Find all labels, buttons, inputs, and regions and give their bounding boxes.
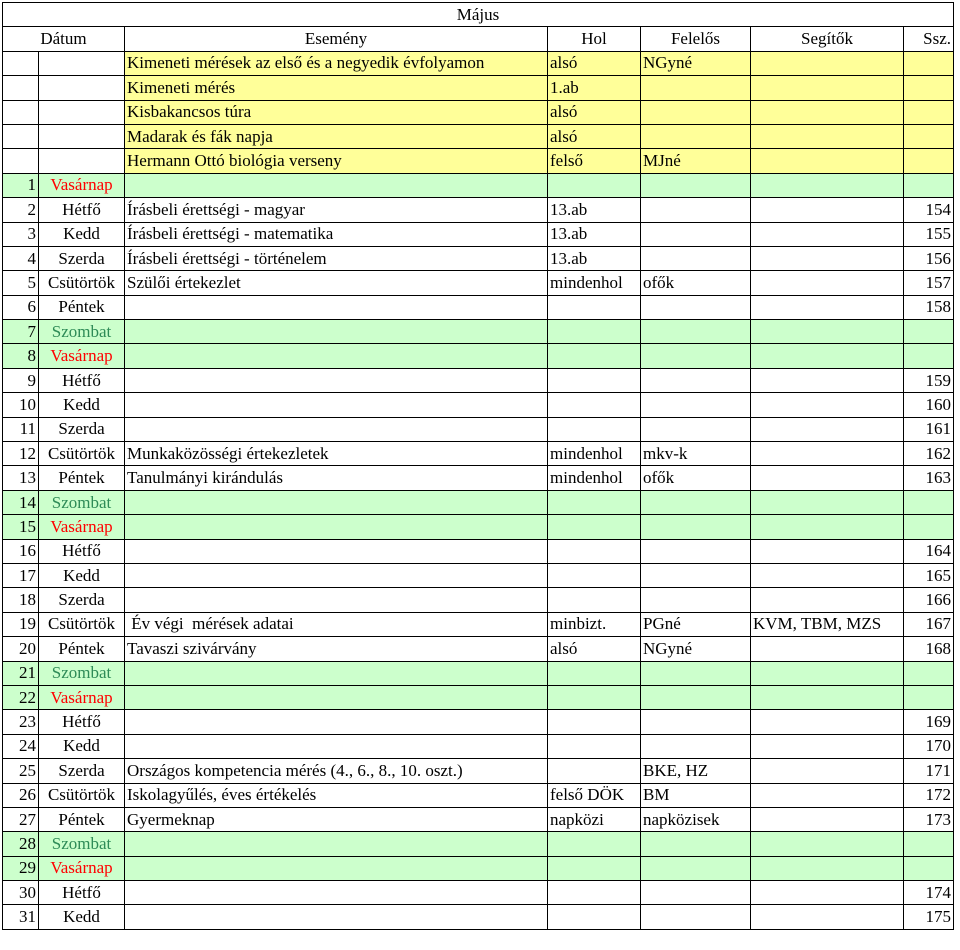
serial-cell: 172 <box>904 783 954 807</box>
helpers-cell <box>751 442 904 466</box>
location-cell: 13.ab <box>548 198 641 222</box>
serial-cell: 168 <box>904 637 954 661</box>
responsible-cell: ofők <box>641 271 751 295</box>
helpers-cell <box>751 807 904 831</box>
day-number-cell: 3 <box>3 222 39 246</box>
day-name-cell: Hétfő <box>39 881 125 905</box>
day-row <box>3 759 954 783</box>
responsible-cell: NGyné <box>641 51 751 75</box>
helpers-cell <box>751 76 904 100</box>
day-name-cell <box>39 149 125 173</box>
location-cell <box>548 856 641 880</box>
event-cell <box>125 734 548 758</box>
responsible-cell: MJné <box>641 149 751 173</box>
day-row <box>3 173 954 197</box>
day-name-cell: Kedd <box>39 734 125 758</box>
day-row <box>3 832 954 856</box>
serial-cell <box>904 76 954 100</box>
day-number-cell: 2 <box>3 198 39 222</box>
day-number-cell: 23 <box>3 710 39 734</box>
serial-cell: 163 <box>904 466 954 490</box>
event-cell: Tanulmányi kirándulás <box>125 466 548 490</box>
responsible-cell <box>641 246 751 270</box>
day-number-cell: 25 <box>3 759 39 783</box>
day-row <box>3 881 954 905</box>
day-name-cell: Kedd <box>39 563 125 587</box>
day-number-cell <box>3 124 39 148</box>
serial-cell <box>904 149 954 173</box>
location-cell <box>548 490 641 514</box>
event-cell <box>125 490 548 514</box>
serial-cell: 174 <box>904 881 954 905</box>
day-number-cell: 21 <box>3 661 39 685</box>
day-number-cell <box>3 149 39 173</box>
location-cell: mindenhol <box>548 442 641 466</box>
responsible-cell <box>641 393 751 417</box>
day-name-cell: Szombat <box>39 832 125 856</box>
month-title: Május <box>3 3 954 27</box>
day-name-cell: Csütörtök <box>39 612 125 636</box>
header-segitok: Segítők <box>751 27 904 51</box>
day-row <box>3 783 954 807</box>
location-cell <box>548 563 641 587</box>
helpers-cell <box>751 51 904 75</box>
day-name-cell: Csütörtök <box>39 442 125 466</box>
location-cell <box>548 734 641 758</box>
day-name-cell: Szombat <box>39 320 125 344</box>
serial-cell: 173 <box>904 807 954 831</box>
responsible-cell <box>641 881 751 905</box>
serial-cell <box>904 832 954 856</box>
responsible-cell: BM <box>641 783 751 807</box>
day-name-cell: Hétfő <box>39 198 125 222</box>
day-number-cell: 17 <box>3 563 39 587</box>
day-number-cell: 12 <box>3 442 39 466</box>
day-row <box>3 295 954 319</box>
helpers-cell <box>751 490 904 514</box>
location-cell: napközi <box>548 807 641 831</box>
responsible-cell <box>641 173 751 197</box>
day-number-cell: 30 <box>3 881 39 905</box>
day-row <box>3 856 954 880</box>
helpers-cell <box>751 515 904 539</box>
serial-cell <box>904 490 954 514</box>
day-number-cell: 13 <box>3 466 39 490</box>
location-cell <box>548 295 641 319</box>
event-cell: Írásbeli érettségi - történelem <box>125 246 548 270</box>
responsible-cell <box>641 563 751 587</box>
responsible-cell <box>641 344 751 368</box>
event-cell: Gyermeknap <box>125 807 548 831</box>
responsible-cell: NGyné <box>641 637 751 661</box>
day-name-cell: Vasárnap <box>39 173 125 197</box>
day-row <box>3 442 954 466</box>
may-schedule-table <box>2 2 954 930</box>
day-name-cell: Csütörtök <box>39 271 125 295</box>
event-cell: Hermann Ottó biológia verseny <box>125 149 548 173</box>
day-row <box>3 222 954 246</box>
location-cell <box>548 393 641 417</box>
event-cell: Szülői értekezlet <box>125 271 548 295</box>
event-cell: Írásbeli érettségi - matematika <box>125 222 548 246</box>
event-cell <box>125 563 548 587</box>
day-row <box>3 807 954 831</box>
location-cell <box>548 759 641 783</box>
serial-cell: 155 <box>904 222 954 246</box>
header-esemeny: Esemény <box>125 27 548 51</box>
day-number-cell: 19 <box>3 612 39 636</box>
event-cell <box>125 685 548 709</box>
day-row <box>3 637 954 661</box>
responsible-cell <box>641 320 751 344</box>
location-cell <box>548 710 641 734</box>
serial-cell <box>904 320 954 344</box>
location-cell <box>548 539 641 563</box>
event-cell <box>125 661 548 685</box>
day-row <box>3 320 954 344</box>
responsible-cell <box>641 905 751 929</box>
day-name-cell: Szerda <box>39 759 125 783</box>
responsible-cell: ofők <box>641 466 751 490</box>
day-name-cell: Hétfő <box>39 368 125 392</box>
serial-cell: 165 <box>904 563 954 587</box>
serial-cell: 160 <box>904 393 954 417</box>
location-cell: alsó <box>548 637 641 661</box>
day-row <box>3 905 954 929</box>
day-row <box>3 588 954 612</box>
day-name-cell <box>39 124 125 148</box>
responsible-cell: napközisek <box>641 807 751 831</box>
helpers-cell <box>751 881 904 905</box>
event-cell <box>125 393 548 417</box>
day-number-cell: 10 <box>3 393 39 417</box>
event-cell <box>125 710 548 734</box>
helpers-cell <box>751 661 904 685</box>
serial-cell <box>904 661 954 685</box>
event-cell <box>125 173 548 197</box>
event-cell <box>125 881 548 905</box>
helpers-cell <box>751 271 904 295</box>
day-name-cell: Csütörtök <box>39 783 125 807</box>
location-cell: 1.ab <box>548 76 641 100</box>
helpers-cell <box>751 198 904 222</box>
event-cell: Kimeneti mérés <box>125 76 548 100</box>
responsible-cell <box>641 588 751 612</box>
helpers-cell <box>751 124 904 148</box>
location-cell: minbizt. <box>548 612 641 636</box>
location-cell <box>548 173 641 197</box>
day-name-cell: Péntek <box>39 637 125 661</box>
serial-cell: 162 <box>904 442 954 466</box>
location-cell <box>548 344 641 368</box>
serial-cell: 167 <box>904 612 954 636</box>
location-cell <box>548 417 641 441</box>
header-felelos: Felelős <box>641 27 751 51</box>
day-row <box>3 612 954 636</box>
serial-cell: 159 <box>904 368 954 392</box>
day-number-cell: 4 <box>3 246 39 270</box>
day-row <box>3 417 954 441</box>
title-row <box>3 3 954 27</box>
day-row <box>3 539 954 563</box>
day-row <box>3 734 954 758</box>
helpers-cell <box>751 832 904 856</box>
day-row <box>3 393 954 417</box>
day-number-cell <box>3 51 39 75</box>
day-name-cell: Vasárnap <box>39 515 125 539</box>
day-number-cell: 1 <box>3 173 39 197</box>
day-number-cell: 24 <box>3 734 39 758</box>
serial-cell: 171 <box>904 759 954 783</box>
responsible-cell <box>641 222 751 246</box>
helpers-cell <box>751 246 904 270</box>
location-cell: 13.ab <box>548 222 641 246</box>
day-number-cell: 15 <box>3 515 39 539</box>
event-cell: Munkaközösségi értekezletek <box>125 442 548 466</box>
event-cell <box>125 905 548 929</box>
day-number-cell: 22 <box>3 685 39 709</box>
day-number-cell: 8 <box>3 344 39 368</box>
day-row <box>3 246 954 270</box>
responsible-cell <box>641 734 751 758</box>
serial-cell: 161 <box>904 417 954 441</box>
responsible-cell <box>641 124 751 148</box>
day-row <box>3 490 954 514</box>
helpers-cell <box>751 100 904 124</box>
helpers-cell <box>751 905 904 929</box>
event-cell: Iskolagyűlés, éves értékelés <box>125 783 548 807</box>
day-name-cell: Vasárnap <box>39 344 125 368</box>
day-row <box>3 685 954 709</box>
location-cell: mindenhol <box>548 466 641 490</box>
helpers-cell <box>751 783 904 807</box>
helpers-cell <box>751 734 904 758</box>
helpers-cell <box>751 685 904 709</box>
location-cell <box>548 905 641 929</box>
helpers-cell <box>751 149 904 173</box>
helpers-cell <box>751 759 904 783</box>
day-name-cell <box>39 100 125 124</box>
location-cell <box>548 368 641 392</box>
location-cell <box>548 661 641 685</box>
day-name-cell <box>39 76 125 100</box>
event-cell <box>125 515 548 539</box>
helpers-cell <box>751 173 904 197</box>
day-number-cell: 16 <box>3 539 39 563</box>
day-number-cell: 29 <box>3 856 39 880</box>
location-cell: alsó <box>548 124 641 148</box>
event-cell: Év végi mérések adatai <box>125 612 548 636</box>
serial-cell <box>904 51 954 75</box>
location-cell: mindenhol <box>548 271 641 295</box>
day-name-cell <box>39 51 125 75</box>
day-name-cell: Vasárnap <box>39 685 125 709</box>
day-name-cell: Szerda <box>39 588 125 612</box>
day-row <box>3 563 954 587</box>
responsible-cell: BKE, HZ <box>641 759 751 783</box>
serial-cell <box>904 515 954 539</box>
event-cell <box>125 320 548 344</box>
day-name-cell: Péntek <box>39 295 125 319</box>
day-name-cell: Péntek <box>39 807 125 831</box>
event-cell <box>125 417 548 441</box>
helpers-cell <box>751 344 904 368</box>
location-cell <box>548 881 641 905</box>
responsible-cell <box>641 685 751 709</box>
day-number-cell: 6 <box>3 295 39 319</box>
serial-cell: 158 <box>904 295 954 319</box>
responsible-cell <box>641 490 751 514</box>
day-number-cell: 28 <box>3 832 39 856</box>
day-row <box>3 198 954 222</box>
day-row <box>3 515 954 539</box>
responsible-cell <box>641 856 751 880</box>
serial-cell: 166 <box>904 588 954 612</box>
day-number-cell: 20 <box>3 637 39 661</box>
responsible-cell <box>641 515 751 539</box>
pre-event-row <box>3 100 954 124</box>
pre-event-row <box>3 149 954 173</box>
serial-cell: 170 <box>904 734 954 758</box>
day-number-cell: 11 <box>3 417 39 441</box>
event-cell: Írásbeli érettségi - magyar <box>125 198 548 222</box>
day-row <box>3 466 954 490</box>
event-cell <box>125 368 548 392</box>
day-name-cell: Hétfő <box>39 710 125 734</box>
location-cell <box>548 588 641 612</box>
day-name-cell: Vasárnap <box>39 856 125 880</box>
day-name-cell: Kedd <box>39 222 125 246</box>
event-cell <box>125 856 548 880</box>
responsible-cell <box>641 832 751 856</box>
helpers-cell <box>751 320 904 344</box>
helpers-cell: KVM, TBM, MZS <box>751 612 904 636</box>
helpers-cell <box>751 368 904 392</box>
day-name-cell: Kedd <box>39 393 125 417</box>
event-cell: Madarak és fák napja <box>125 124 548 148</box>
responsible-cell: mkv-k <box>641 442 751 466</box>
helpers-cell <box>751 637 904 661</box>
location-cell <box>548 832 641 856</box>
day-number-cell: 14 <box>3 490 39 514</box>
helpers-cell <box>751 295 904 319</box>
serial-cell: 154 <box>904 198 954 222</box>
day-number-cell: 9 <box>3 368 39 392</box>
day-name-cell: Hétfő <box>39 539 125 563</box>
location-cell: felső DÖK <box>548 783 641 807</box>
location-cell <box>548 320 641 344</box>
day-row <box>3 661 954 685</box>
pre-event-row <box>3 51 954 75</box>
day-name-cell: Szombat <box>39 661 125 685</box>
responsible-cell <box>641 539 751 563</box>
helpers-cell <box>751 710 904 734</box>
responsible-cell <box>641 100 751 124</box>
location-cell: 13.ab <box>548 246 641 270</box>
day-name-cell: Kedd <box>39 905 125 929</box>
day-name-cell: Szombat <box>39 490 125 514</box>
helpers-cell <box>751 393 904 417</box>
serial-cell <box>904 100 954 124</box>
day-row <box>3 271 954 295</box>
helpers-cell <box>751 539 904 563</box>
location-cell: alsó <box>548 100 641 124</box>
event-cell: Kisbakancsos túra <box>125 100 548 124</box>
serial-cell <box>904 124 954 148</box>
location-cell: alsó <box>548 51 641 75</box>
location-cell <box>548 685 641 709</box>
location-cell: felső <box>548 149 641 173</box>
helpers-cell <box>751 588 904 612</box>
serial-cell <box>904 173 954 197</box>
helpers-cell <box>751 856 904 880</box>
day-row <box>3 710 954 734</box>
event-cell: Tavaszi szivárvány <box>125 637 548 661</box>
serial-cell <box>904 685 954 709</box>
responsible-cell <box>641 661 751 685</box>
responsible-cell: PGné <box>641 612 751 636</box>
event-cell <box>125 832 548 856</box>
day-name-cell: Szerda <box>39 246 125 270</box>
day-name-cell: Szerda <box>39 417 125 441</box>
responsible-cell <box>641 295 751 319</box>
day-name-cell: Péntek <box>39 466 125 490</box>
day-row <box>3 344 954 368</box>
event-cell: Kimeneti mérések az első és a negyedik évfolyamon <box>125 51 548 75</box>
responsible-cell <box>641 710 751 734</box>
event-cell <box>125 295 548 319</box>
serial-cell: 169 <box>904 710 954 734</box>
event-cell <box>125 588 548 612</box>
day-number-cell: 7 <box>3 320 39 344</box>
responsible-cell <box>641 368 751 392</box>
event-cell <box>125 344 548 368</box>
header-row <box>3 27 954 51</box>
serial-cell: 175 <box>904 905 954 929</box>
helpers-cell <box>751 563 904 587</box>
header-datum: Dátum <box>3 27 125 51</box>
header-ssz: Ssz. <box>904 27 954 51</box>
serial-cell: 157 <box>904 271 954 295</box>
location-cell <box>548 515 641 539</box>
day-row <box>3 368 954 392</box>
day-number-cell: 31 <box>3 905 39 929</box>
day-number-cell <box>3 76 39 100</box>
responsible-cell <box>641 417 751 441</box>
serial-cell <box>904 344 954 368</box>
day-number-cell: 5 <box>3 271 39 295</box>
helpers-cell <box>751 222 904 246</box>
day-number-cell: 27 <box>3 807 39 831</box>
event-cell: Országos kompetencia mérés (4., 6., 8., 10. oszt.) <box>125 759 548 783</box>
event-cell <box>125 539 548 563</box>
serial-cell <box>904 856 954 880</box>
pre-event-row <box>3 124 954 148</box>
day-number-cell <box>3 100 39 124</box>
serial-cell: 164 <box>904 539 954 563</box>
serial-cell: 156 <box>904 246 954 270</box>
helpers-cell <box>751 466 904 490</box>
responsible-cell <box>641 76 751 100</box>
pre-event-row <box>3 76 954 100</box>
day-number-cell: 26 <box>3 783 39 807</box>
day-number-cell: 18 <box>3 588 39 612</box>
helpers-cell <box>751 417 904 441</box>
header-hol: Hol <box>548 27 641 51</box>
responsible-cell <box>641 198 751 222</box>
